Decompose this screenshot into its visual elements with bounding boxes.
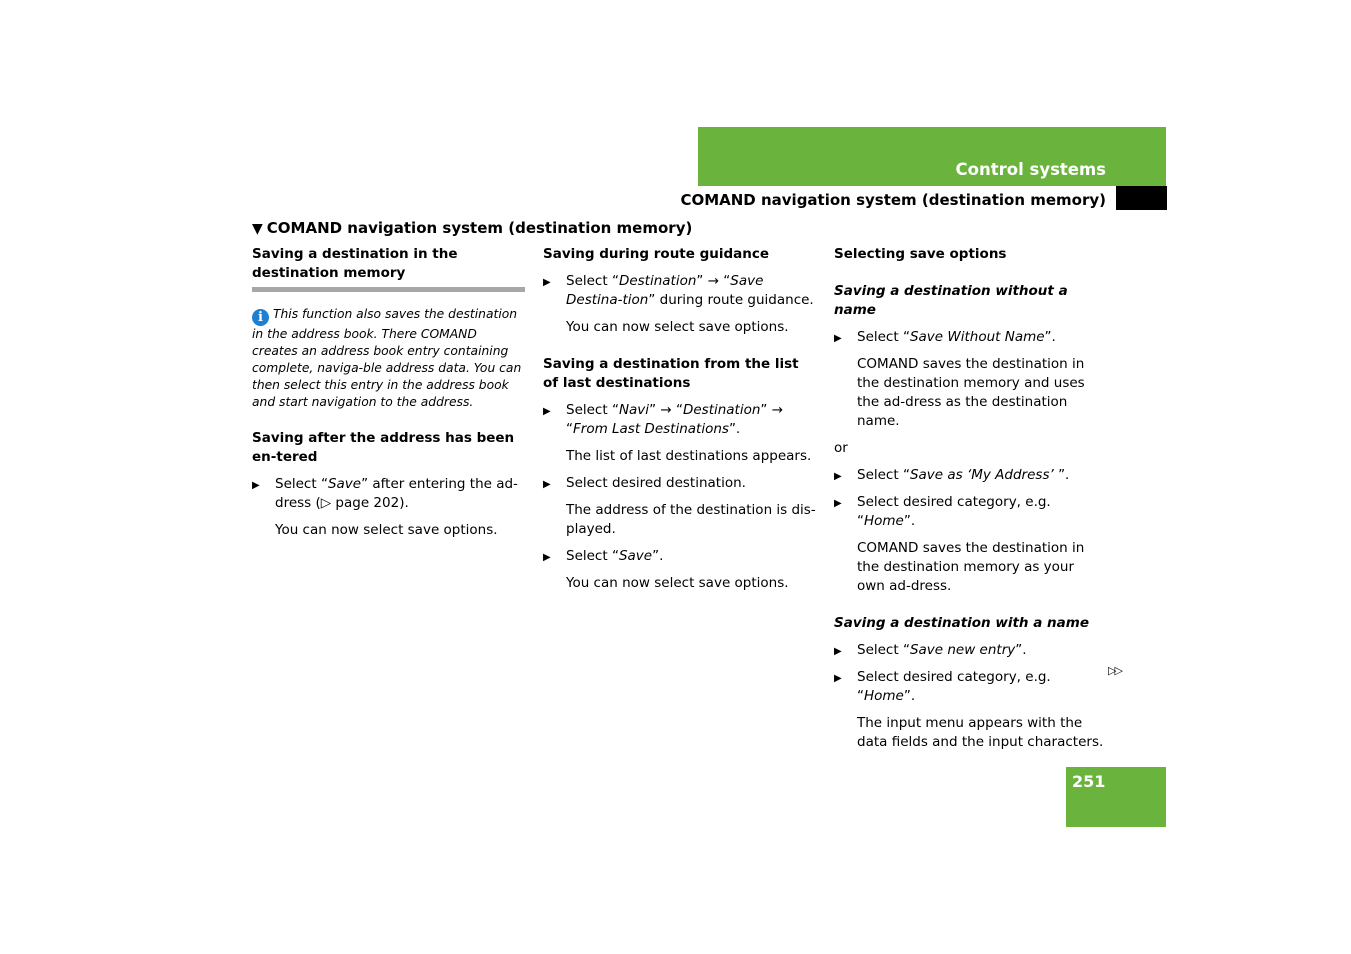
arrow-bullet-icon: ▶ [252, 480, 260, 491]
triangle-down-icon: ▼ [252, 221, 263, 237]
arrow-bullet-icon: ▶ [834, 498, 842, 509]
arrow-bullet-icon: ▶ [834, 673, 842, 684]
step-item: ▶ Select “Save”. [543, 547, 818, 566]
section-title [252, 219, 692, 237]
result-text: You can now select save options. [275, 522, 498, 538]
info-note-text: This function also saves the destination in the address book. There COMAND creates an address book entry containing complete, naviga-ble address data. You can then select this entry in the address book and start navigation to the address. [252, 307, 522, 409]
heading-save-options: Selecting save options [834, 246, 1007, 262]
step-item: ▶ Select desired destination. [543, 474, 818, 493]
heading-saving-destination: Saving a destination in the destination memory [252, 246, 458, 281]
result-text: You can now select save options. [566, 575, 789, 591]
arrow-bullet-icon: ▶ [834, 333, 842, 344]
header-subtitle: COMAND navigation system (destination memory) [680, 191, 1106, 209]
step-item: ▶ Select desired category, e.g. “Home”. [834, 669, 1051, 704]
result-text: The input menu appears with the data fields and the input characters. [857, 715, 1104, 750]
header-black-tab [1116, 186, 1167, 210]
column-2 [543, 245, 818, 593]
chapter-title: Control systems [955, 160, 1106, 179]
heading-route-guidance: Saving during route guidance [543, 246, 770, 262]
info-note [252, 306, 525, 411]
or-text: or [834, 440, 848, 456]
page-number: 251 [1072, 772, 1106, 791]
step-item: ▶ Select “Save new entry”. [834, 641, 1106, 660]
step-item: ▶ Select “Save” after entering the ad-dress (▷ page 202). [252, 476, 518, 511]
arrow-bullet-icon: ▶ [543, 479, 551, 490]
arrow-bullet-icon: ▶ [834, 646, 842, 657]
continue-icon: ▷▷ [1108, 664, 1121, 677]
result-text: You can now select save options. [566, 319, 789, 335]
step-item: ▶ Select “Navi” → “Destination” → “From Last Destinations”. [543, 402, 784, 437]
heading-without-name: Saving a destination without a name [834, 283, 1068, 318]
result-text: COMAND saves the destination in the destination memory as your own ad-dress. [857, 540, 1085, 594]
heading-after-address: Saving after the address has been en-tered [252, 430, 515, 465]
arrow-bullet-icon: ▶ [543, 277, 551, 288]
heading-rule [252, 287, 525, 292]
column-1 [252, 245, 525, 540]
arrow-bullet-icon: ▶ [543, 552, 551, 563]
section-title-text: COMAND navigation system (destination memory) [266, 219, 693, 237]
step-item: ▶ Select “Save Without Name”. [834, 328, 1106, 347]
result-text: The address of the destination is dis-played. [566, 502, 816, 537]
step-item: ▶ Select desired category, e.g. “Home”. [834, 494, 1051, 529]
step-item: ▶ Select “Save as ‘My Address’ ”. [834, 466, 1106, 485]
heading-last-destinations: Saving a destination from the list of last destinations [543, 356, 799, 391]
result-text: COMAND saves the destination in the destination memory and uses the ad-dress as the destination name. [857, 356, 1085, 429]
result-text: The list of last destinations appears. [566, 448, 812, 464]
arrow-bullet-icon: ▶ [543, 406, 551, 417]
step-item: ▶ Select “Destination” → “Save Destina-tion” during route guidance. [543, 273, 814, 308]
arrow-bullet-icon: ▶ [834, 471, 842, 482]
column-3 [834, 245, 1106, 752]
info-icon: i [252, 309, 269, 326]
heading-with-name: Saving a destination with a name [834, 615, 1089, 631]
